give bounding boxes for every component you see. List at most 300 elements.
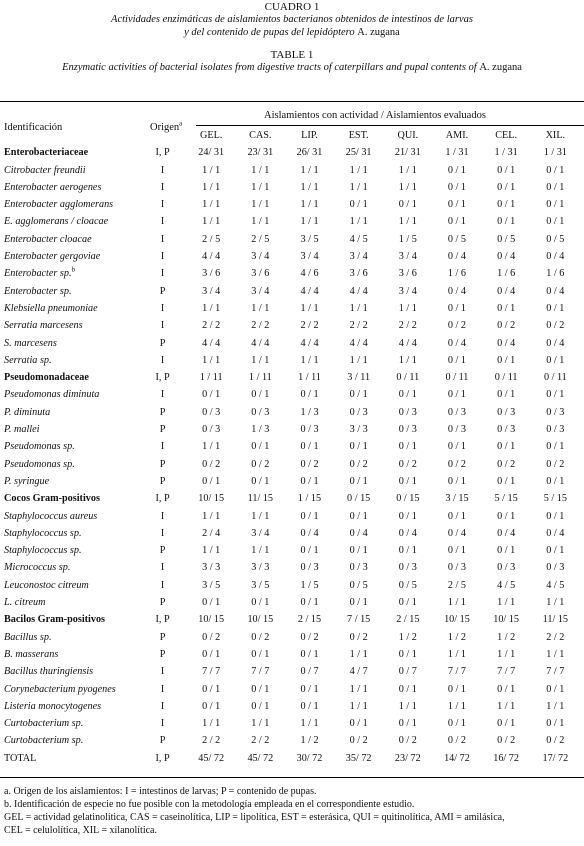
organism-name-cell <box>4 369 138 386</box>
value-cell: 2 / 2 <box>202 735 221 747</box>
value-cell: 0 / 4 <box>398 527 417 539</box>
value-cell: 1 / 1 <box>398 181 417 193</box>
value-cell: 4 / 4 <box>202 251 221 263</box>
origin-cell: I <box>160 527 165 539</box>
origin-cell: I <box>160 164 165 176</box>
total-value-cell: 30/ 72 <box>296 752 323 764</box>
value-cell: 1 / 1 <box>398 354 417 366</box>
organism-name: P. diminuta <box>4 406 51 418</box>
value-cell: 3 / 6 <box>251 268 270 280</box>
origin-cell: I <box>160 510 165 522</box>
value-cell: 0 / 1 <box>497 545 516 557</box>
value-cell: 1 / 1 <box>447 597 467 609</box>
value-cell: 2 / 2 <box>251 320 270 332</box>
value-cell: 0 / 2 <box>251 458 270 470</box>
value-cell: 0 / 1 <box>300 700 319 712</box>
caption-en-text: Enzymatic activities of bacterial isolates from digestive tracts of caterpillars and pupal contents of <box>62 62 477 73</box>
table-row <box>4 300 580 317</box>
value-cell: 1 / 1 <box>300 181 319 193</box>
value-cell: 0 / 2 <box>300 631 319 643</box>
organism-name: Serratia marcesens <box>4 320 83 332</box>
value-cell: 0 / 1 <box>546 441 565 453</box>
organism-name-cell <box>4 663 138 680</box>
value-cell: 1 / 1 <box>398 700 417 712</box>
table-row <box>4 179 580 196</box>
value-cell: 0 / 1 <box>349 199 368 211</box>
value-cell: 0 / 5 <box>447 233 467 245</box>
value-cell: 0 / 4 <box>447 337 467 349</box>
value-cell: 0 / 3 <box>251 406 270 418</box>
origin-cell: I <box>160 354 165 366</box>
organism-name-cell <box>4 300 138 317</box>
organism-name-cell <box>4 577 138 594</box>
value-cell: 0 / 3 <box>546 406 565 418</box>
organism-name: Staphylococcus sp. <box>4 545 82 557</box>
organism-name: Bacillus thuringiensis <box>4 666 94 678</box>
value-cell: 1 / 1 <box>447 648 467 660</box>
origin-cell: P <box>159 285 166 297</box>
value-cell: 2 / 4 <box>202 527 221 539</box>
value-cell: 1 / 31 <box>543 147 567 159</box>
value-cell: 4 / 4 <box>349 337 368 349</box>
total-value-cell: 45/ 72 <box>247 752 274 764</box>
bottom-rule <box>0 777 584 778</box>
footnote-abbrev-2: CEL = celulolítica, XIL = xilanolítica. <box>4 825 157 836</box>
value-cell: 0 / 1 <box>546 302 565 314</box>
organism-name-cell <box>4 508 138 525</box>
value-cell: 0 / 4 <box>300 527 319 539</box>
footnote-abbrev-1: GEL = actividad gelatinolítica, CAS = caseinolítica, LIP = lipolítica, EST = esterásica, QUI = quitinolítica, AMI = amilásica, <box>4 812 505 823</box>
value-cell: 0 / 1 <box>447 389 467 401</box>
value-cell: 0 / 4 <box>546 251 565 263</box>
value-cell: 0 / 1 <box>398 683 417 695</box>
value-cell: 3 / 4 <box>251 285 270 297</box>
value-cell: 1 / 1 <box>202 164 221 176</box>
table-row <box>4 231 580 248</box>
value-cell: 0 / 1 <box>251 389 270 401</box>
value-cell: 3 / 3 <box>349 424 368 436</box>
value-cell: 1 / 5 <box>398 233 417 245</box>
value-cell: 0 / 1 <box>202 389 221 401</box>
organism-name-cell <box>4 732 138 749</box>
organism-name: P. syringue <box>4 475 50 487</box>
value-cell: 1 / 1 <box>251 718 270 730</box>
value-cell: 0 / 1 <box>497 441 516 453</box>
origin-cell: P <box>159 631 166 643</box>
value-cell: 0 / 1 <box>202 597 221 609</box>
value-cell: 1 / 1 <box>251 545 270 557</box>
value-cell: 4 / 5 <box>497 579 516 591</box>
value-cell: 4 / 4 <box>300 285 319 297</box>
organism-name: Pseudomonadaceae <box>4 372 89 384</box>
value-cell: 10/ 15 <box>444 614 470 626</box>
organism-name: Micrococcus sp. <box>4 562 71 574</box>
footnote-b: b. Identificación de especie no fue posible con la metodología empleada en el correspondiente estudio. <box>4 799 415 810</box>
value-cell: 4 / 6 <box>300 268 319 280</box>
value-cell: 7 / 15 <box>347 614 371 626</box>
organism-name-cell <box>4 525 138 542</box>
value-cell: 0 / 1 <box>300 510 319 522</box>
total-label: TOTAL <box>4 752 37 764</box>
organism-name: Curtobacterium sp. <box>4 718 84 730</box>
enzyme-table <box>4 127 580 767</box>
value-cell: 0 / 1 <box>546 545 565 557</box>
col-header-cas: CAS. <box>249 130 272 141</box>
origin-cell: I <box>160 718 165 730</box>
value-cell: 1 / 1 <box>202 302 221 314</box>
organism-name-cell <box>4 594 138 611</box>
table-row <box>4 283 580 300</box>
value-cell: 0 / 1 <box>202 700 221 712</box>
organism-name-cell <box>4 629 138 646</box>
value-cell: 7 / 7 <box>497 666 516 678</box>
organism-name: Corynebacterium pyogenes <box>4 683 116 695</box>
origin-cell: I <box>160 181 165 193</box>
value-cell: 3 / 4 <box>251 527 270 539</box>
table-row <box>4 732 580 749</box>
organism-name-cell <box>4 144 138 161</box>
caption-es-species: A. zugana <box>357 26 400 38</box>
value-cell: 0 / 4 <box>447 251 467 263</box>
value-cell: 0 / 3 <box>300 424 319 436</box>
organism-name: E. agglomerans / cloacae <box>4 216 109 228</box>
value-cell: 0 / 4 <box>497 527 516 539</box>
table-row <box>4 559 580 576</box>
organism-name: B. masserans <box>4 648 59 660</box>
table-row <box>4 196 580 213</box>
organism-name: Pseudomonas diminuta <box>4 389 100 401</box>
caption-es-line2 <box>0 27 584 40</box>
value-cell: 0 / 1 <box>447 510 467 522</box>
value-cell: 0 / 1 <box>398 510 417 522</box>
column-span-header: Aislamientos con actividad / Aislamientos evaluados <box>264 110 486 121</box>
value-cell: 1 / 2 <box>447 631 467 643</box>
value-cell: 0 / 1 <box>546 475 565 487</box>
value-cell: 1 / 1 <box>398 302 417 314</box>
value-cell: 1 / 1 <box>251 354 270 366</box>
organism-name: Enterobacter aerogenes <box>4 181 102 193</box>
value-cell: 0 / 1 <box>497 354 516 366</box>
value-cell: 0 / 15 <box>396 493 420 505</box>
value-cell: 1 / 1 <box>349 648 368 660</box>
value-cell: 0 / 1 <box>300 597 319 609</box>
value-cell: 0 / 2 <box>447 458 467 470</box>
value-cell: 0 / 11 <box>396 372 420 384</box>
value-cell: 0 / 1 <box>300 475 319 487</box>
value-cell: 0 / 1 <box>447 718 467 730</box>
span-rule <box>196 125 584 126</box>
value-cell: 0 / 1 <box>497 389 516 401</box>
value-cell: 0 / 1 <box>398 475 417 487</box>
origin-cell: I <box>160 700 165 712</box>
origin-cell: I <box>160 216 165 228</box>
caption-block <box>0 1 584 75</box>
total-value-cell: 23/ 72 <box>394 752 421 764</box>
value-cell: 1 / 1 <box>300 216 319 228</box>
value-cell: 3 / 4 <box>300 251 319 263</box>
table-row <box>4 594 580 611</box>
table-row <box>4 352 580 369</box>
value-cell: 0 / 3 <box>202 424 221 436</box>
organism-name: Enterobacter sp. <box>4 268 72 280</box>
table-row <box>4 386 580 403</box>
value-cell: 0 / 5 <box>546 233 565 245</box>
value-cell: 1 / 11 <box>199 372 223 384</box>
value-cell: 1 / 3 <box>300 406 319 418</box>
value-cell: 0 / 1 <box>251 475 270 487</box>
organism-name-cell <box>4 231 138 248</box>
origin-cell: I <box>160 233 165 245</box>
value-cell: 3 / 5 <box>251 579 270 591</box>
value-cell: 0 / 4 <box>497 285 516 297</box>
value-cell: 0 / 15 <box>347 493 371 505</box>
value-cell: 0 / 1 <box>546 718 565 730</box>
value-cell: 1 / 31 <box>445 147 469 159</box>
col-header-cel: CEL. <box>495 130 518 141</box>
value-cell: 0 / 1 <box>349 510 368 522</box>
value-cell: 0 / 4 <box>546 285 565 297</box>
origin-cell: P <box>159 597 166 609</box>
value-cell: 4 / 4 <box>202 337 221 349</box>
value-cell: 0 / 1 <box>497 199 516 211</box>
value-cell: 0 / 1 <box>497 683 516 695</box>
origin-cell: I, P <box>155 493 170 505</box>
total-value-cell: 17/ 72 <box>542 752 569 764</box>
organism-name: Enterobacter gergoviae <box>4 251 101 263</box>
origin-cell: I, P <box>155 614 170 626</box>
value-cell: 23/ 31 <box>247 147 274 159</box>
value-cell: 1 / 5 <box>300 579 319 591</box>
value-cell: 0 / 7 <box>300 666 319 678</box>
organism-name-cell <box>4 335 138 352</box>
value-cell: 0 / 1 <box>546 181 565 193</box>
value-cell: 1 / 1 <box>300 164 319 176</box>
value-cell: 3 / 3 <box>251 562 270 574</box>
value-cell: 1 / 1 <box>546 700 565 712</box>
value-cell: 1 / 1 <box>251 510 270 522</box>
value-cell: 0 / 2 <box>251 631 270 643</box>
value-cell: 0 / 2 <box>349 458 368 470</box>
value-cell: 5 / 15 <box>543 493 567 505</box>
value-cell: 1 / 1 <box>300 199 319 211</box>
value-cell: 1 / 1 <box>251 302 270 314</box>
value-cell: 0 / 2 <box>447 320 467 332</box>
group-row <box>4 611 580 628</box>
value-cell: 0 / 1 <box>202 683 221 695</box>
value-cell: 11/ 15 <box>247 493 274 505</box>
value-cell: 1 / 1 <box>349 164 368 176</box>
value-cell: 0 / 1 <box>546 216 565 228</box>
origin-cell: I <box>160 389 165 401</box>
value-cell: 0 / 3 <box>497 424 516 436</box>
table-label: TABLE 1 <box>270 49 314 61</box>
table-row <box>4 162 580 179</box>
value-cell: 1 / 2 <box>398 631 417 643</box>
table-row <box>4 542 580 559</box>
organism-name: L. citreum <box>4 597 46 609</box>
value-cell: 0 / 5 <box>398 579 417 591</box>
organism-name-cell <box>4 265 138 282</box>
value-cell: 2 / 15 <box>396 614 420 626</box>
value-cell: 3 / 11 <box>347 372 371 384</box>
value-cell: 0 / 4 <box>497 251 516 263</box>
value-cell: 2 / 2 <box>300 320 319 332</box>
origin-header-label: Origen <box>150 122 180 133</box>
value-cell: 0 / 4 <box>546 527 565 539</box>
origin-cell: P <box>159 424 166 436</box>
caption-es-line2-text: y del contenido de pupas del lepidóptero <box>184 26 355 38</box>
value-cell: 0 / 1 <box>349 475 368 487</box>
footnote-a: a. Origen de los aislamientos: I = intestinos de larvas; P = contenido de pupas. <box>4 786 317 797</box>
value-cell: 1 / 1 <box>447 700 467 712</box>
organism-name-cell <box>4 317 138 334</box>
value-cell: 0 / 1 <box>349 441 368 453</box>
value-cell: 0 / 1 <box>447 683 467 695</box>
value-cell: 0 / 1 <box>202 648 221 660</box>
value-cell: 0 / 1 <box>546 389 565 401</box>
organism-name: Enterobacter cloacae <box>4 233 92 245</box>
value-cell: 1 / 1 <box>202 510 221 522</box>
value-cell: 1 / 2 <box>300 735 319 747</box>
value-cell: 24/ 31 <box>198 147 225 159</box>
value-cell: 10/ 15 <box>198 493 225 505</box>
value-cell: 10/ 15 <box>198 614 225 626</box>
origin-cell: P <box>159 735 166 747</box>
organism-name-cell <box>4 283 138 300</box>
value-cell: 0 / 4 <box>349 527 368 539</box>
value-cell: 0 / 2 <box>398 458 417 470</box>
value-cell: 0 / 3 <box>349 562 368 574</box>
value-cell: 2 / 15 <box>297 614 322 626</box>
value-cell: 0 / 3 <box>300 562 319 574</box>
value-cell: 0 / 1 <box>300 545 319 557</box>
value-cell: 0 / 4 <box>497 337 516 349</box>
group-row <box>4 490 580 507</box>
total-value-cell: 14/ 72 <box>444 752 470 764</box>
identification-header: Identificación <box>4 122 63 133</box>
origin-cell: P <box>159 475 166 487</box>
value-cell: 0 / 2 <box>300 458 319 470</box>
value-cell: 0 / 2 <box>202 458 221 470</box>
value-cell: 3 / 6 <box>202 268 221 280</box>
organism-name: Enterobacteriaceae <box>4 147 89 159</box>
value-cell: 0 / 1 <box>202 475 221 487</box>
organism-name: Enterobacter sp. <box>4 285 72 297</box>
value-cell: 2 / 5 <box>202 233 221 245</box>
value-cell: 0 / 2 <box>497 735 516 747</box>
organism-name: Listeria monocytogenes <box>4 700 102 712</box>
organism-name-cell <box>4 698 138 715</box>
value-cell: 0 / 3 <box>447 562 467 574</box>
value-cell: 3 / 4 <box>349 251 368 263</box>
value-cell: 2 / 5 <box>251 233 270 245</box>
value-cell: 0 / 1 <box>447 475 467 487</box>
value-cell: 1 / 1 <box>398 164 417 176</box>
value-cell: 3 / 6 <box>349 268 368 280</box>
value-cell: 0 / 1 <box>398 597 417 609</box>
value-cell: 0 / 3 <box>447 424 467 436</box>
organism-name-cell <box>4 473 138 490</box>
value-cell: 1 / 1 <box>202 181 221 193</box>
organism-name-cell <box>4 542 138 559</box>
organism-name-cell <box>4 404 138 421</box>
value-cell: 2 / 2 <box>546 631 565 643</box>
origin-cell: I <box>160 441 165 453</box>
value-cell: 1 / 11 <box>298 372 321 384</box>
value-cell: 0 / 1 <box>447 354 467 366</box>
value-cell: 3 / 5 <box>300 233 319 245</box>
organism-name-cell <box>4 179 138 196</box>
organism-name: Cocos Gram-positivos <box>4 493 100 505</box>
value-cell: 0 / 1 <box>497 475 516 487</box>
value-cell: 1 / 1 <box>251 164 270 176</box>
col-header-ami: AMI. <box>445 130 469 141</box>
value-cell: 4 / 4 <box>398 337 417 349</box>
table-row <box>4 473 580 490</box>
total-value-cell: 16/ 72 <box>493 752 519 764</box>
value-cell: 4 / 4 <box>251 337 270 349</box>
value-cell: 0 / 1 <box>546 683 565 695</box>
caption-es-line1: Actividades enzimáticas de aislamientos bacterianos obtenidos de intestinos de larvas <box>111 14 473 25</box>
origin-cell: I, P <box>155 147 170 159</box>
value-cell: 0 / 1 <box>251 683 270 695</box>
value-cell: 0 / 3 <box>398 562 417 574</box>
footnotes <box>4 785 505 837</box>
organism-name: S. marcesens <box>4 337 57 349</box>
origin-cell: P <box>159 458 166 470</box>
value-cell: 0 / 1 <box>349 389 368 401</box>
origin-cell: I <box>160 579 165 591</box>
value-cell: 4 / 4 <box>300 337 319 349</box>
total-value-cell: 35/ 72 <box>345 752 372 764</box>
value-cell: 4 / 5 <box>546 579 565 591</box>
organism-name: Pseudomonas sp. <box>4 441 75 453</box>
table-row <box>4 335 580 352</box>
origin-cell: I <box>160 320 165 332</box>
organism-name-cell <box>4 248 138 265</box>
document-page <box>0 1 584 846</box>
organism-name-cell <box>4 611 138 628</box>
organism-name-cell <box>4 559 138 576</box>
table-row <box>4 525 580 542</box>
value-cell: 0 / 11 <box>543 372 567 384</box>
value-cell: 1 / 1 <box>202 199 221 211</box>
table-row <box>4 404 580 421</box>
value-cell: 2 / 2 <box>349 320 368 332</box>
value-cell: 2 / 2 <box>251 735 270 747</box>
value-cell: 3 / 4 <box>398 285 417 297</box>
value-cell: 0 / 1 <box>546 510 565 522</box>
value-cell: 0 / 1 <box>251 648 270 660</box>
value-cell: 1 / 31 <box>494 147 518 159</box>
value-cell: 1 / 1 <box>251 216 270 228</box>
value-cell: 0 / 3 <box>546 562 565 574</box>
table-body <box>4 144 580 767</box>
value-cell: 1 / 1 <box>251 199 270 211</box>
organism-name: Bacillus sp. <box>4 631 52 643</box>
origin-cell: I <box>160 199 165 211</box>
value-cell: 25/ 31 <box>345 147 372 159</box>
value-cell: 0 / 1 <box>546 164 565 176</box>
value-cell: 10/ 15 <box>493 614 519 626</box>
organism-name-cell <box>4 456 138 473</box>
value-cell: 0 / 1 <box>398 441 417 453</box>
table-row <box>4 646 580 663</box>
organism-name: P. mallei <box>4 424 40 436</box>
value-cell: 0 / 1 <box>447 545 467 557</box>
caption-en-species: A. zugana <box>479 62 522 73</box>
value-cell: 0 / 3 <box>398 424 417 436</box>
